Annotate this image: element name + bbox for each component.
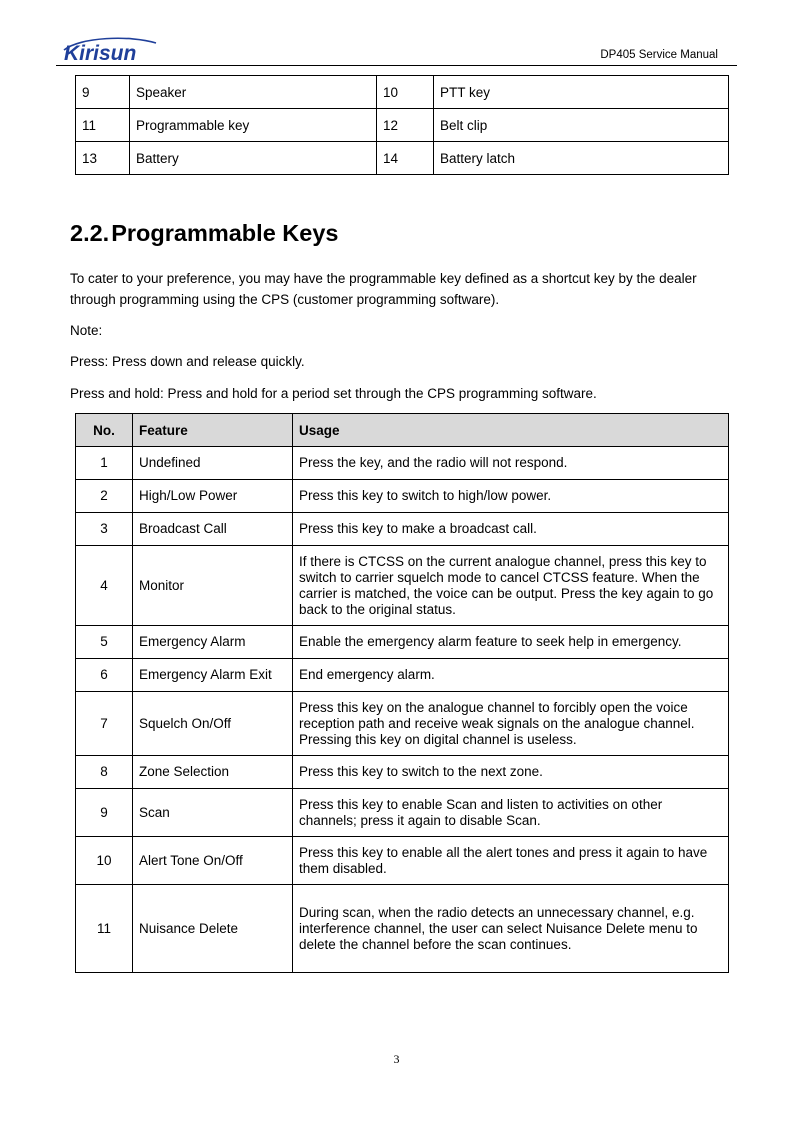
key-feature: Emergency Alarm: [133, 626, 293, 659]
manual-title: DP405 Service Manual: [600, 49, 718, 61]
column-header-no: No.: [76, 414, 133, 447]
part-number: 10: [377, 76, 434, 109]
key-feature: Alert Tone On/Off: [133, 837, 293, 885]
part-number: 12: [377, 109, 434, 142]
part-name: Belt clip: [434, 109, 729, 142]
part-number: 14: [377, 142, 434, 175]
table-row: [76, 480, 729, 513]
key-number: 1: [76, 447, 133, 480]
table-row: [76, 76, 729, 109]
key-usage: During scan, when the radio detects an unnecessary channel, e.g. interference channel, the user can select Nuisance Delete menu to delete the channel before the scan continues.: [293, 885, 729, 973]
key-usage: Press this key to switch to high/low power.: [293, 480, 729, 513]
table-row: [76, 756, 729, 789]
key-usage: Press this key to enable Scan and listen to activities on other channels; press it again to disable Scan.: [293, 789, 729, 837]
key-number: 2: [76, 480, 133, 513]
key-feature: Monitor: [133, 546, 293, 626]
press-definition: Press: Press down and release quickly.: [70, 354, 305, 369]
table-header-row: [76, 414, 729, 447]
key-usage: Press this key on the analogue channel to forcibly open the voice reception path and receive weak signals on the analogue channel. Pressing this key on digital channel is useless.: [293, 692, 729, 756]
table-row: [76, 447, 729, 480]
key-number: 5: [76, 626, 133, 659]
key-number: 6: [76, 659, 133, 692]
key-number: 7: [76, 692, 133, 756]
section-number: 2.2.: [70, 220, 110, 246]
key-number: 8: [76, 756, 133, 789]
part-name: Programmable key: [130, 109, 377, 142]
section-title: Programmable Keys: [111, 220, 339, 246]
key-usage: Press this key to enable all the alert tones and press it again to have them disabled.: [293, 837, 729, 885]
key-feature: Undefined: [133, 447, 293, 480]
key-number: 3: [76, 513, 133, 546]
table-row: [76, 513, 729, 546]
table-row: [76, 885, 729, 973]
table-row: [76, 626, 729, 659]
programmable-keys-table: [75, 413, 729, 973]
key-feature: High/Low Power: [133, 480, 293, 513]
note-label: Note:: [70, 323, 103, 338]
header-divider: [56, 65, 737, 66]
press-hold-definition: Press and hold: Press and hold for a period set through the CPS programming software.: [70, 386, 597, 401]
table-row: [76, 692, 729, 756]
part-name: Speaker: [130, 76, 377, 109]
key-usage: Press this key to make a broadcast call.: [293, 513, 729, 546]
key-feature: Broadcast Call: [133, 513, 293, 546]
key-feature: Scan: [133, 789, 293, 837]
key-usage: If there is CTCSS on the current analogue channel, press this key to switch to carrier squelch mode to cancel CTCSS feature. When the carrier is matched, the voice can be output. Press the key again to go back to the original status.: [293, 546, 729, 626]
logo-wordmark: Kirisun: [64, 42, 137, 65]
key-usage: End emergency alarm.: [293, 659, 729, 692]
key-number: 9: [76, 789, 133, 837]
part-number: 9: [76, 76, 130, 109]
key-feature: Nuisance Delete: [133, 885, 293, 973]
key-feature: Zone Selection: [133, 756, 293, 789]
part-name: Battery: [130, 142, 377, 175]
part-name: Battery latch: [434, 142, 729, 175]
intro-paragraph: To cater to your preference, you may have the programmable key defined as a shortcut key by the dealer through programming using the CPS (customer programming software).: [70, 271, 697, 307]
key-feature: Emergency Alarm Exit: [133, 659, 293, 692]
parts-table: [75, 75, 729, 175]
part-number: 11: [76, 109, 130, 142]
key-usage: Press this key to switch to the next zone.: [293, 756, 729, 789]
key-feature: Squelch On/Off: [133, 692, 293, 756]
section-heading: [70, 220, 338, 247]
key-number: 11: [76, 885, 133, 973]
part-number: 13: [76, 142, 130, 175]
column-header-feature: Feature: [133, 414, 293, 447]
key-usage: Press the key, and the radio will not respond.: [293, 447, 729, 480]
key-number: 10: [76, 837, 133, 885]
table-row: [76, 546, 729, 626]
table-row: [76, 789, 729, 837]
kirisun-logo: [60, 34, 158, 66]
part-name: PTT key: [434, 76, 729, 109]
table-row: [76, 109, 729, 142]
key-number: 4: [76, 546, 133, 626]
column-header-usage: Usage: [293, 414, 729, 447]
table-row: [76, 142, 729, 175]
key-usage: Enable the emergency alarm feature to seek help in emergency.: [293, 626, 729, 659]
page-number: 3: [393, 1052, 400, 1066]
table-row: [76, 837, 729, 885]
table-row: [76, 659, 729, 692]
